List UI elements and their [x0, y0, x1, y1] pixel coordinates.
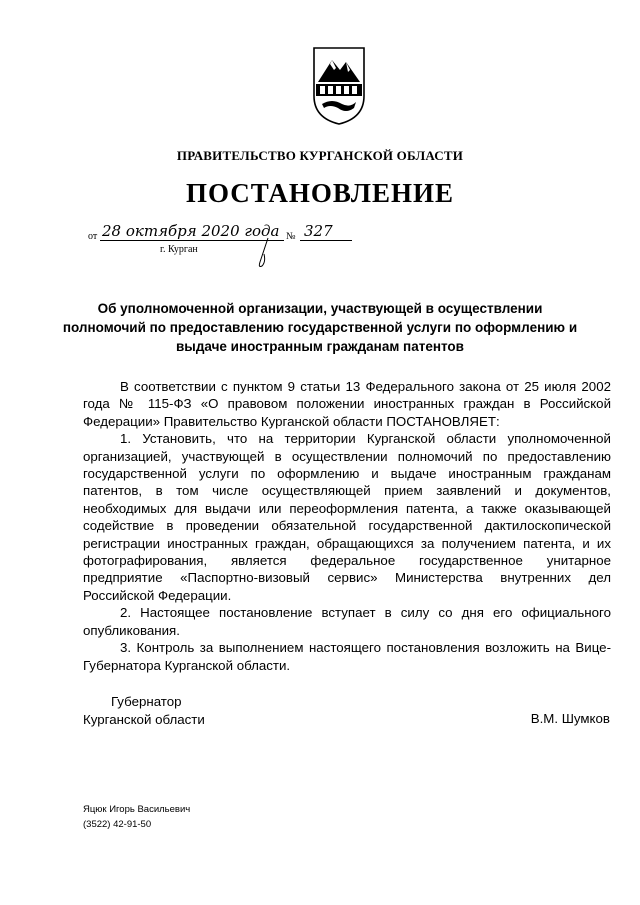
number-underline: [300, 240, 352, 241]
date-value: 28 октября 2020 года: [102, 222, 280, 240]
body-paragraph: 1. Установить, что на территории Курганской области уполномоченной организацией, участвующей в осуществлении полномочий по предоставлению государственной услуги по оформлению и выдаче иностранным гражданам патентов, в том числе осуществляющей прием заявлений и документов, необходимых для выдачи или переоформления патента, а также оказывающей содействие в проведении обязательной государственной дактилоскопической регистрации иностранных граждан, обращающихся за получением патента, и их фотографирования, является федеральное государственное унитарное предприятие «Паспортно-визовый сервис» Министерства внутренних дел Российской Федерации.: [83, 431, 611, 603]
body-paragraph: 2. Настоящее постановление вступает в силу со дня его официального опубликования.: [83, 605, 611, 638]
number-prefix: №: [286, 231, 296, 242]
government-name: ПРАВИТЕЛЬСТВО КУРГАНСКОЙ ОБЛАСТИ: [176, 148, 464, 163]
document-subject: Об уполномоченной организации, участвующей в осуществлении полномочий по предоставлению государственной услуги по оформлению и выдаче иностранным гражданам патентов: [62, 301, 578, 354]
number-value: 327: [304, 222, 333, 240]
document-type-title: ПОСТАНОВЛЕНИЕ: [185, 178, 455, 208]
document-body: [83, 378, 611, 674]
signatory-name: В.М. Шумков: [530, 711, 610, 726]
author-block: [83, 802, 190, 832]
date-prefix: от: [88, 231, 98, 242]
author-name: Яцюк Игорь Васильевич: [83, 804, 191, 815]
body-paragraph: 3. Контроль за выполнением настоящего постановления возложить на Вице-Губернатора Курганской области.: [83, 640, 611, 673]
body-paragraph: В соответствии с пунктом 9 статьи 13 Федерального закона от 25 июля 2002 года № 115-ФЗ «О правовом положении иностранных граждан в Российской Федерации» Правительство Курганской области ПОСТАНОВЛЯЕТ:: [83, 379, 611, 429]
city: г. Курган: [160, 244, 198, 255]
signature-position: [83, 693, 205, 728]
signature-position-line1: Губернатор: [111, 694, 182, 709]
coat-of-arms-icon: [312, 46, 366, 126]
author-phone: (3522) 42-91-50: [83, 819, 152, 830]
signature-position-line2: Курганской области: [83, 711, 205, 727]
handwritten-stroke-icon: [246, 236, 276, 270]
